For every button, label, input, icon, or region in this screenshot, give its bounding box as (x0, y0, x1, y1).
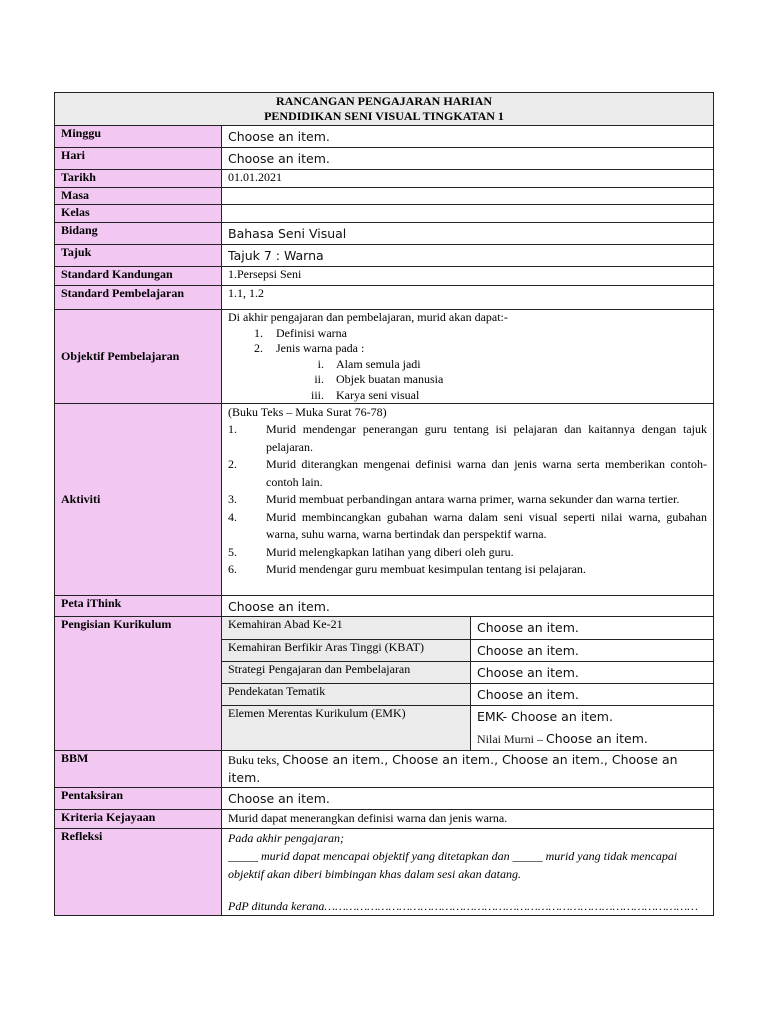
aktiviti-item-text: Murid melengkapkan latihan yang diberi oleh guru. (266, 544, 514, 559)
objektif-subitem (290, 372, 707, 388)
kurikulum-row-label: Elemen Merentas Kurikulum (EMK) (222, 705, 471, 750)
kurikulum-table (222, 617, 713, 750)
aktiviti-item-text: Murid membincangkan gubahan warna dalam seni visual seperti nilai warna, gubahan warna, suhu warna, warna bertindak dan perspektif warna. (266, 509, 707, 541)
objektif-item (254, 326, 707, 342)
refleksi-line1: Pada akhir pengajaran; (228, 830, 344, 845)
peta-ithink-select[interactable]: Choose an item. (222, 596, 714, 617)
kurikulum-row-label: Strategi Pengajaran dan Pembelajaran (222, 661, 471, 683)
lesson-plan-table (54, 92, 714, 916)
kurikulum-row (222, 639, 713, 661)
label-minggu: Minggu (55, 126, 222, 148)
row-pengisian-kurikulum (55, 617, 714, 751)
kurikulum-row-label: Pendekatan Tematik (222, 683, 471, 705)
emk-select[interactable]: EMK- Choose an item. (477, 708, 613, 724)
label-kriteria-kejayaan: Kriteria Kejayaan (55, 809, 222, 828)
row-kelas (55, 205, 714, 223)
bbm-prefix: Buku teks, (228, 752, 283, 767)
header-row (55, 93, 714, 126)
kurikulum-row-label: Kemahiran Berfikir Aras Tinggi (KBAT) (222, 639, 471, 661)
row-masa (55, 188, 714, 205)
refleksi-cell[interactable] (222, 828, 714, 915)
aktiviti-item (228, 456, 707, 491)
nilai-murni-select[interactable]: Choose an item. (546, 730, 648, 746)
bbm-cell (222, 750, 714, 787)
row-hari (55, 148, 714, 170)
row-bbm (55, 750, 714, 787)
aktiviti-item-number: 3. (228, 492, 237, 506)
kurikulum-row (222, 661, 713, 683)
minggu-select[interactable]: Choose an item. (222, 126, 714, 148)
header-subtitle: PENDIDIKAN SENI VISUAL TINGKATAN 1 (264, 109, 504, 123)
label-tajuk: Tajuk (55, 245, 222, 267)
bidang-value[interactable]: Bahasa Seni Visual (222, 223, 714, 245)
hari-select[interactable]: Choose an item. (222, 148, 714, 170)
row-pentaksiran (55, 787, 714, 809)
objektif-item-number: 1. (254, 325, 263, 340)
row-minggu (55, 126, 714, 148)
aktiviti-cell[interactable] (222, 404, 714, 596)
kurikulum-row (222, 617, 713, 639)
label-bidang: Bidang (55, 223, 222, 245)
aktiviti-item (228, 421, 707, 456)
aktiviti-item-text: Murid mendengar guru membuat kesimpulan tentang isi pelajaran. (266, 562, 586, 576)
pentaksiran-select[interactable]: Choose an item. (222, 787, 714, 809)
emk-cell (471, 705, 714, 750)
label-kelas: Kelas (55, 205, 222, 223)
label-standard-kandungan: Standard Kandungan (55, 267, 222, 286)
aktiviti-item (228, 509, 707, 544)
objektif-subitem-number: i. (317, 356, 324, 371)
aktiviti-item (228, 544, 707, 562)
kurikulum-row-select[interactable]: Choose an item. (471, 683, 714, 705)
objektif-subitem (290, 388, 707, 404)
lesson-plan-sheet (54, 92, 714, 916)
objektif-intro: Di akhir pengajaran dan pembelajaran, murid akan dapat:- (228, 310, 508, 324)
objektif-subitem-text: Karya seni visual (336, 387, 420, 402)
row-peta-ithink (55, 596, 714, 617)
label-peta-ithink: Peta iThink (55, 596, 222, 617)
row-refleksi (55, 828, 714, 915)
kurikulum-row-select[interactable]: Choose an item. (471, 661, 714, 683)
standard-pembelajaran-value[interactable]: 1.1, 1.2 (222, 286, 714, 310)
kurikulum-row-select[interactable]: Choose an item. (471, 639, 714, 661)
objektif-list (228, 326, 707, 404)
tajuk-value[interactable]: Tajuk 7 : Warna (222, 245, 714, 267)
label-pentaksiran: Pentaksiran (55, 787, 222, 809)
objektif-item-text: Definisi warna (276, 325, 347, 340)
refleksi-spacer (228, 883, 707, 897)
aktiviti-item-number: 4. (228, 509, 237, 524)
standard-kandungan-value[interactable]: 1.Persepsi Seni (222, 267, 714, 286)
objektif-sublist (254, 357, 707, 404)
aktiviti-item (228, 491, 707, 509)
aktiviti-intro: (Buku Teks – Muka Surat 76-78) (228, 405, 387, 419)
nilai-murni-line (477, 728, 707, 750)
objektif-subitem-text: Objek buatan manusia (336, 372, 444, 386)
row-standard-pembelajaran (55, 286, 714, 310)
row-objektif (55, 310, 714, 404)
aktiviti-item-number: 5. (228, 544, 237, 559)
row-bidang (55, 223, 714, 245)
aktiviti-item (228, 561, 707, 579)
refleksi-line3: PdP ditunda kerana…………………………………………………………………………………………… (228, 898, 698, 913)
objektif-cell[interactable] (222, 310, 714, 404)
objektif-subitem (290, 357, 707, 373)
objektif-subitem-number: iii. (310, 387, 324, 402)
row-standard-kandungan (55, 267, 714, 286)
tarikh-value[interactable]: 01.01.2021 (222, 170, 714, 188)
aktiviti-item-text: Murid membuat perbandingan antara warna primer, warna sekunder dan warna tertier. (266, 492, 680, 506)
label-masa: Masa (55, 188, 222, 205)
aktiviti-item-number: 1. (228, 422, 237, 436)
aktiviti-item-number: 6. (228, 562, 237, 576)
label-hari: Hari (55, 148, 222, 170)
row-aktiviti (55, 404, 714, 596)
kriteria-value[interactable]: Murid dapat menerangkan definisi warna dan jenis warna. (222, 809, 714, 828)
objektif-item-text: Jenis warna pada : (276, 341, 365, 355)
kurikulum-row-emk (222, 705, 713, 750)
label-refleksi: Refleksi (55, 828, 222, 915)
refleksi-line2: _____ murid dapat mencapai objektif yang ditetapkan dan _____ murid yang tidak mencapai objektif akan diberi bimbingan khas dalam sesi akan datang. (228, 848, 678, 881)
kurikulum-row-select[interactable]: Choose an item. (471, 617, 714, 639)
kurikulum-cell (222, 617, 714, 751)
objektif-item (254, 341, 707, 357)
label-objektif: Objektif Pembelajaran (55, 310, 222, 404)
objektif-item-number: 2. (254, 341, 263, 355)
aktiviti-item-number: 2. (228, 457, 237, 471)
header-cell (55, 93, 714, 126)
row-tajuk (55, 245, 714, 267)
kurikulum-row-label: Kemahiran Abad Ke-21 (222, 617, 471, 639)
label-aktiviti: Aktiviti (55, 404, 222, 596)
nilai-murni-prefix: Nilai Murni – (477, 731, 546, 746)
row-tarikh (55, 170, 714, 188)
label-bbm: BBM (55, 750, 222, 787)
label-pengisian-kurikulum: Pengisian Kurikulum (55, 617, 222, 751)
label-standard-pembelajaran: Standard Pembelajaran (55, 286, 222, 310)
header-title: RANCANGAN PENGAJARAN HARIAN (276, 94, 492, 108)
objektif-subitem-text: Alam semula jadi (336, 356, 421, 371)
label-tarikh: Tarikh (55, 170, 222, 188)
row-kriteria-kejayaan (55, 809, 714, 828)
bbm-select[interactable]: Choose an item., Choose an item., Choose an item., Choose an item. (228, 751, 678, 785)
kurikulum-row (222, 683, 713, 705)
aktiviti-item-text: Murid mendengar penerangan guru tentang isi pelajaran dan kaitannya dengan tajuk pelajaran. (266, 422, 707, 454)
aktiviti-list (228, 421, 707, 579)
masa-value[interactable] (222, 188, 714, 205)
aktiviti-item-text: Murid diterangkan mengenai definisi warna dan jenis warna serta memberikan contoh-contoh lain. (266, 457, 707, 489)
objektif-subitem-number: ii. (314, 372, 324, 386)
kelas-value[interactable] (222, 205, 714, 223)
